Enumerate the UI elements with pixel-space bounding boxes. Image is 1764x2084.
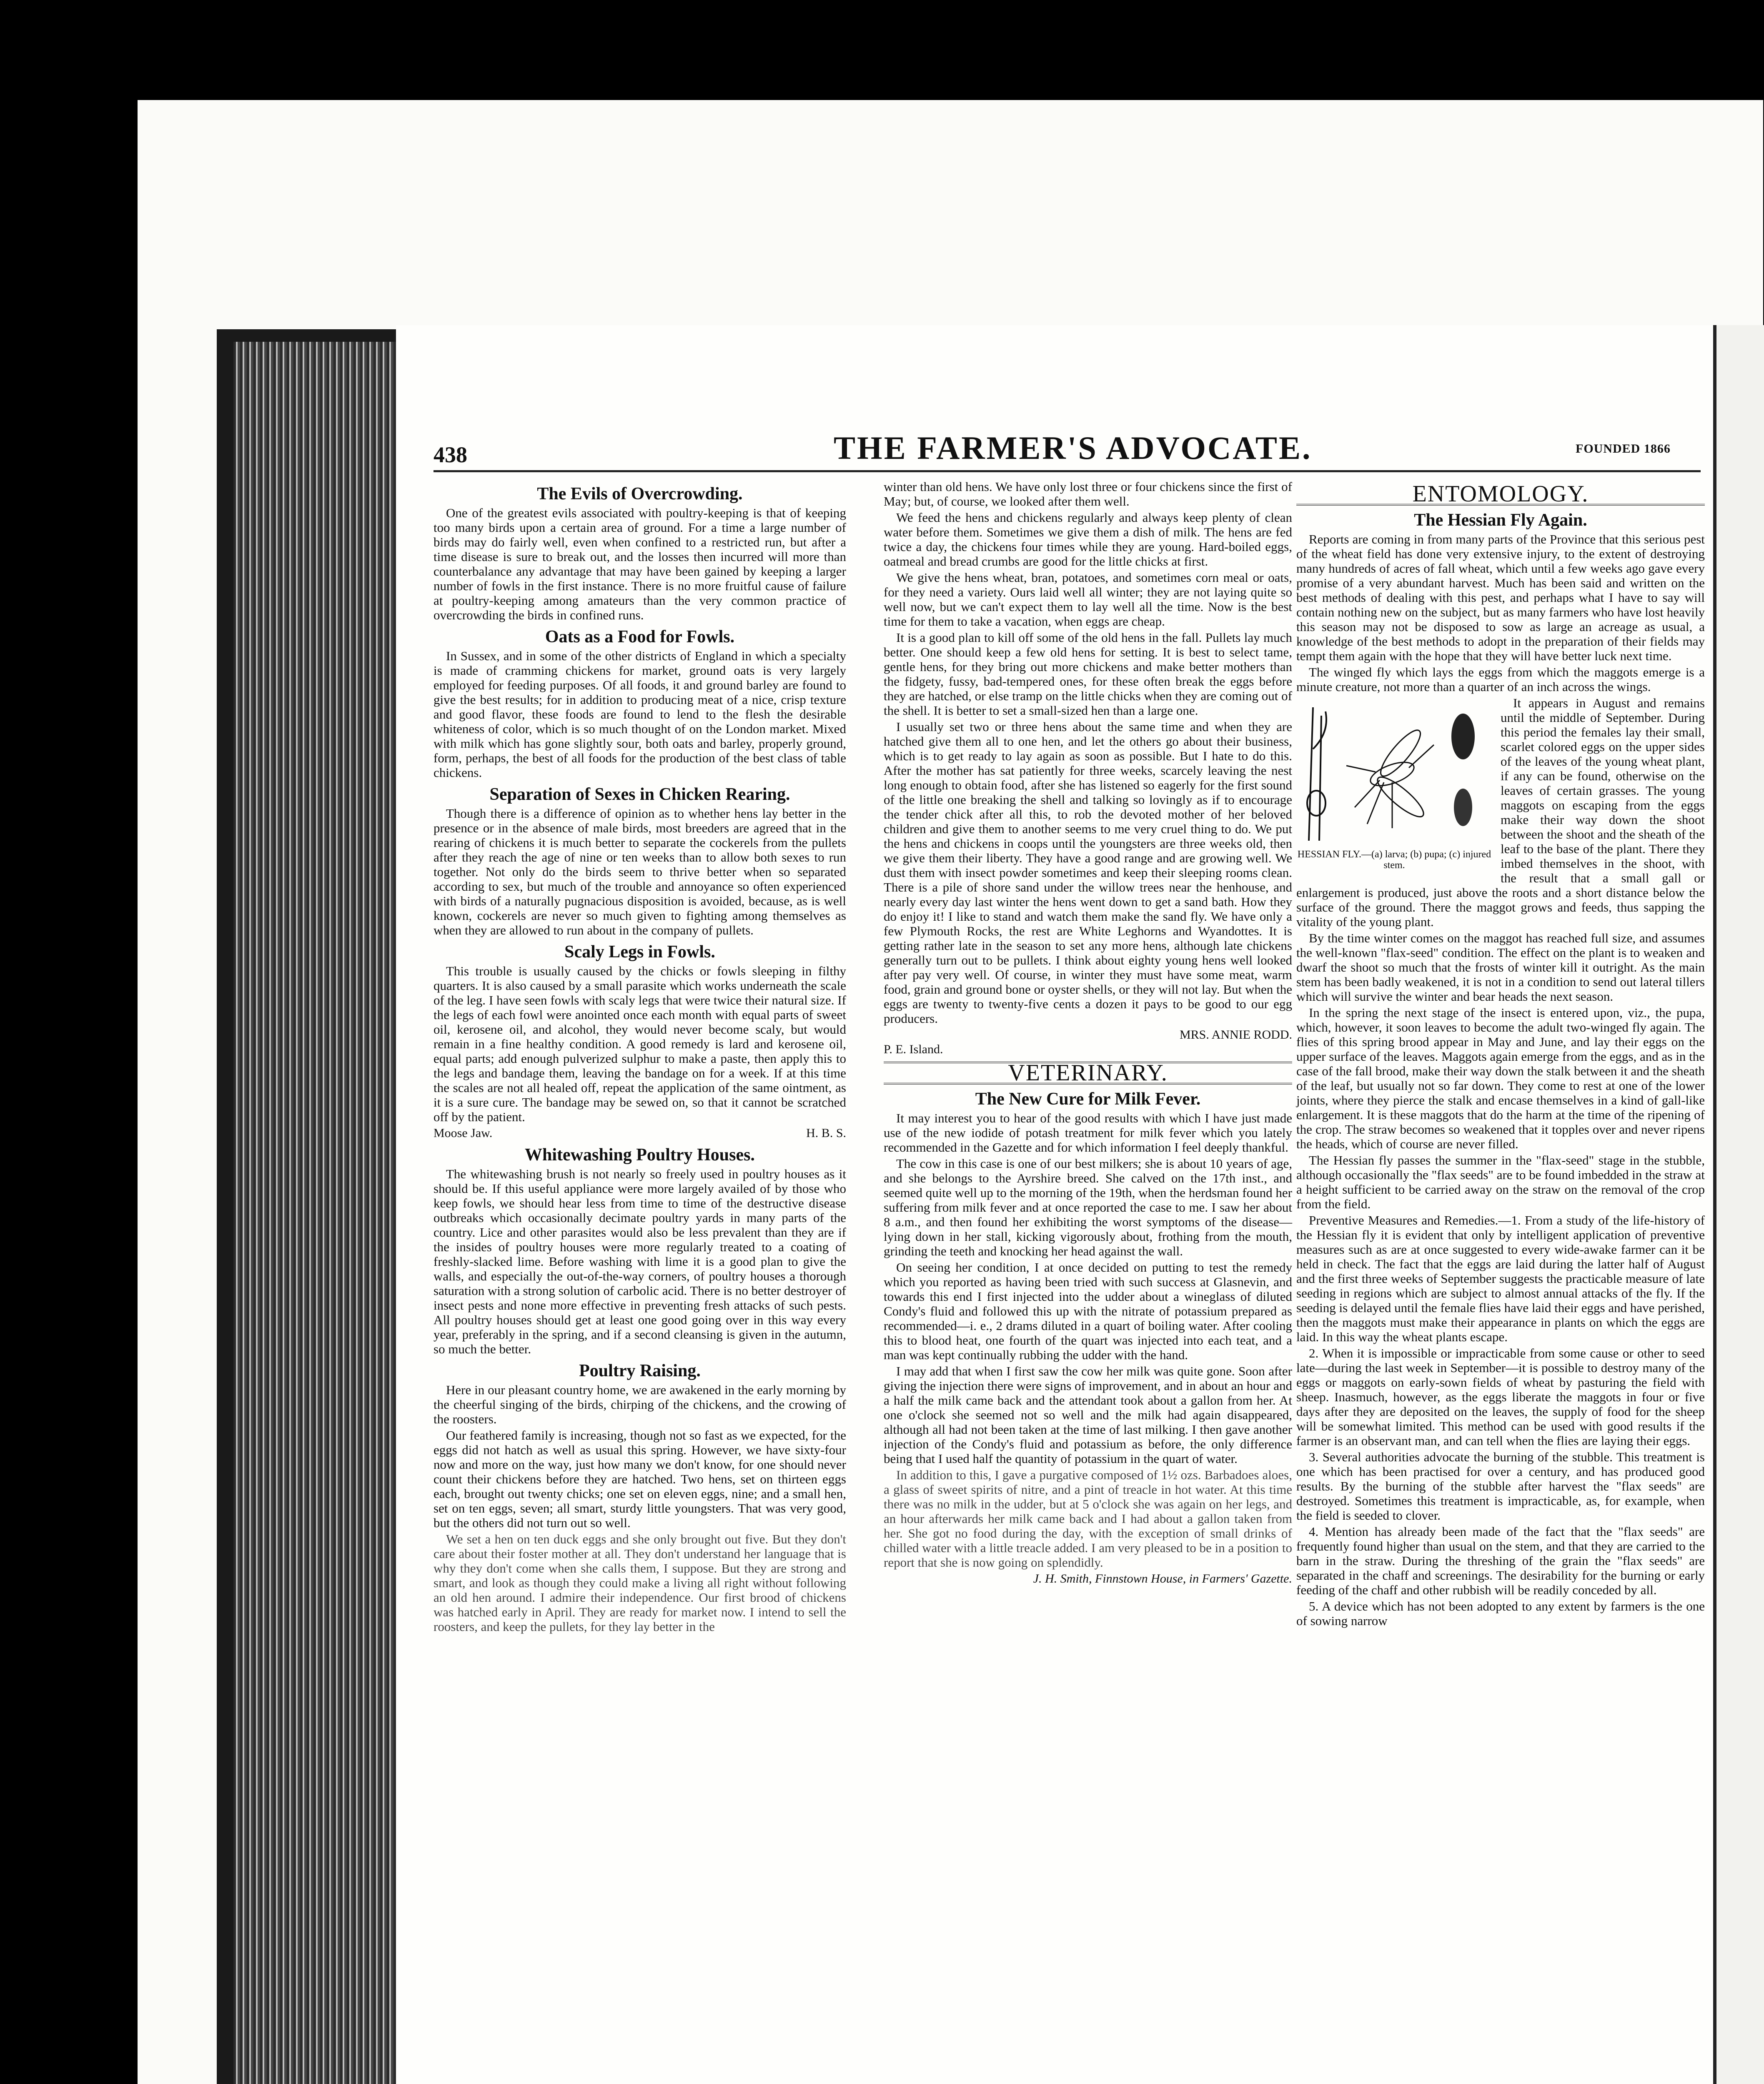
article-text: Reports are coming in from many parts of the Province that this serious pest of the wheat field has done very extensive injury, to the extent of destroying many hundreds of acres of fall wheat, which until a few weeks ago gave every promise of a very abundant harvest. Much has been said and written on the best methods of dealing with this pest, and perhaps what I have to say will contain nothing new on the subject, but as many farmers who have lost heavily this season may not be disposed to sow as large an acreage as usual, a knowledge of the best methods to adopt in the preparation of their fields may tempt them again with the hope that they will have better luck next time.: [1296, 532, 1705, 663]
signature-name: MRS. ANNIE RODD.: [1179, 1028, 1292, 1042]
article-heading-scaly-legs: Scaly Legs in Fowls.: [564, 942, 715, 962]
article-text: Here in our pleasant country home, we are awakened in the early morning by the cheerful singing of the birds, chirping of the chickens, and the crowing of the roosters.: [433, 1383, 846, 1426]
signature-source: J. H. Smith, Finnstown House, in Farmers' Gazette.: [1033, 1572, 1292, 1586]
article-text: It is a good plan to kill off some of the old hens in the fall. Pullets lay much better. One should keep a few old hens for setting. It is best to select tame, gentle hens, for they bring out more chickens and make better mothers than the fidgety, fussy, bad-tempered ones, for these often break the eggs before they are hatched, or else tramp on the little chicks when they are coming out of the shell. It is better to set a small-sized hen than a large one.: [884, 630, 1292, 718]
article-text: Though there is a difference of opinion as to whether hens lay better in the presence or in the absence of male birds, most breeders are agreed that in the rearing of chickens it is much better to separate the cockerels from the pullets after they reach the age of nine or ten weeks than to allow both sexes to run together. Not only do the birds seem to thrive better when so separated according to sex, but much of the trouble and annoyance so often experienced with birds of a naturally pugnacious disposition is avoided, because, as is well known, cockerels are never so much given to fighting among themselves as when they are allowed to run about in the company of pullets.: [433, 806, 846, 937]
article-text: By the time winter comes on the maggot has reached full size, and assumes the well-known "flax-seed" condition. The effect on the plant is to weaken and dwarf the shoot so much that the frosts of winter kill it outright. As the main stem has been badly weakened, it is not in a condition to send out lateral tillers which will survive the winter and bear heads the next season.: [1296, 931, 1705, 1004]
article-text: I may add that when I first saw the cow her milk was quite gone. Soon after giving the injection there were signs of improvement, and in about an hour and a half the milk came back and the attendant took about a gallon from her. At one o'clock she seemed not so well and the milk had again disappeared, although all had not been taken at the time of last milking. I then gave another injection of the Condy's fluid and potassium as before, the only difference being that I used half the quantity of potassium in the quart of water.: [884, 1364, 1292, 1466]
article-text: In Sussex, and in some of the other districts of England in which a specialty is made of cramming chickens for market, ground oats is very largely employed for feeding purposes. Of all foods, it and ground barley are found to give the best results; for in addition to producing meat of a nice, crisp texture and good flavor, these foods are found to lend to the flesh the desirable whiteness of color, which is so much thought of on the London market. Mixed with milk which has gone slightly sour, both oats and barley, properly ground, form, perhaps, the best of all foods for the production of the best class of table chickens.: [433, 649, 846, 780]
article-heading-sexes: Separation of Sexes in Chicken Rearing.: [489, 785, 790, 804]
article-text: On seeing her condition, I at once decided on putting to test the remedy which you reported as having been tried with such success at Glasnevin, and towards this end I first injected into the udder about a wineglass of diluted Condy's fluid and followed this up with the nitrate of potassium prepared as recommended—i. e., 2 drams diluted in a quart of boiling water. After cooling this to blood heat, one fourth of the quart was injected into each teat, and a man was kept continually rubbing the udder with the hand.: [884, 1260, 1292, 1362]
next-page-edge: [1713, 325, 1764, 2084]
founded-label: FOUNDED 1866: [1576, 442, 1671, 456]
section-heading-entomology: ENTOMOLOGY.: [1296, 484, 1705, 506]
signature-name: H. B. S.: [806, 1126, 846, 1140]
header-rule: [433, 470, 1701, 472]
article-text: 3. Several authorities advocate the burning of the stubble. This treatment is one which has been practised for over a century, and has produced good results. By the burning of the stubble after harvest the "flax seeds" are destroyed. Sometimes this treatment is impracticable, as, for example, when the field is seeded to clover.: [1296, 1450, 1705, 1523]
article-text: We give the hens wheat, bran, potatoes, and sometimes corn meal or oats, for they need a variety. Ours laid well all winter; they are not laying quite so well now, but we can't expect them to lay well all the time. Now is the best time for them to take a vacation, when eggs are cheap.: [884, 570, 1292, 629]
article-text: It appears in August and remains until the middle of September. During this period the females lay their small, scarlet colored eggs on the upper sides of the leaves of the young wheat plant, if any can be found, otherwise on the leaves of certain grasses. The young maggots on escaping from the eggs make their way down the shoot between the shoot and the sheath of the leaf to the base of the plant. There they imbed themselves in the shoot, with the result that a small gall or enlargement is produced, just above the roots and a short distance below the surface of the ground. There the maggot grows and feeds, thus sapping the vitality of the young plant.: [1296, 696, 1705, 929]
article-heading-poultry-raising: Poultry Raising.: [579, 1361, 701, 1380]
article-text: Preventive Measures and Remedies.—1. From a study of the life-history of the Hessian fly it is evident that only by intelligent application of preventive measures such as are at once suggested to every wide-awake farmer can it be held in check. The fact that the eggs are laid during the latter half of August and the first three weeks of September suggests the practicable measure of late seeding in regions which are subject to almost annual attacks of the fly. If the seeding is delayed until the female flies have laid their eggs and have perished, then the maggots must make their appearance in plants on which the eggs are laid. In this way the wheat plants escape.: [1296, 1213, 1705, 1344]
article-text: 2. When it is impossible or impracticable from some cause or other to seed late—during the last week in September—it is possible to destroy many of the eggs or maggots on early-sown fields of wheat by pasturing the field with sheep. Inasmuch, however, as the eggs liberate the maggots in four or five days after they are deposited on the leaves, the supply of food for the sheep will be somewhat limited. This method can be used with good results if the farmer is an observant man, and can tell when the flies are laying their eggs.: [1296, 1346, 1705, 1448]
article-heading-oats: Oats as a Food for Fowls.: [545, 627, 735, 646]
article-text: One of the greatest evils associated with poultry-keeping is that of keeping too many birds upon a certain area of ground. For a time a large number of birds may do fairly well, even when confined to a restricted run, but after a time disease is sure to break out, and the losses then incurred will more than counterbalance any advantage that may have been gained by keeping a larger number of fowls in the first instance. There is no more fruitful cause of failure at poultry-keeping among amateurs than the very common practice of overcrowding the birds in confined runs.: [433, 506, 846, 622]
article-text: In the spring the next stage of the insect is entered upon, viz., the pupa, which, however, it soon leaves to become the adult two-winged fly again. The flies of this spring brood appear in May and June, and lay their eggs on the upper surface of the leaves. Maggots again emerge from the eggs, and as in the case of the fall brood, make their way down the stalk between it and the sheath of the leaf, but usually not so far down. They come to rest at one of the lower joints, where they pierce the stalk and encase themselves in a kind of gall-like enlargement. It is these maggots that do the harm at the time of the ripening of the crop. The straw becomes so weakened that it topples over and never ripens the heads, which of course are never filled.: [1296, 1005, 1705, 1151]
column-right: [1296, 479, 1705, 1630]
article-text: I usually set two or three hens about the same time and when they are hatched give them all to one hen, and let the others go about their business, which is to get ready to lay again as soon as possible. But I hate to do this. After the mother has sat patiently for three weeks, scarcely leaving the nest long enough to obtain food, after she has listened so eagerly for the first sound of the little one breaking the shell and talking so lovingly as if to encourage the tender chick after all this, to rob the devoted mother of her beloved children and give them to another seems to me very cruel thing to do. We put the hens and chickens in coops until the youngsters are three weeks old, then we give them their liberty. They have a good range and are growing well. We dust them with insect powder sometimes and keep their sleeping rooms clean. There is a pile of shore sand under the willow trees near the henhouse, and nearly every day last winter the hens went down to get a sand bath. How they do enjoy it! I like to stand and watch them make the sand fly. We have only a few Plymouth Rocks, the rest are White Leghorns and Wyandottes. It is getting rather late in the season to set any more hens, although late chickens generally turn out to be pullets. I think about eighty young hens well looked after pay very well. Of course, in winter they must have some meat, warm food, grain and ground bone or oyster shells, or they will not lay. But when the eggs are twenty to twenty-five cents a dozen it pays to be good to our egg producers.: [884, 719, 1292, 1026]
page-edges: [233, 342, 396, 2084]
article-heading-hessian-fly: The Hessian Fly Again.: [1414, 511, 1587, 530]
section-heading-veterinary: VETERINARY.: [884, 1062, 1292, 1085]
hessian-fly-illustration: [1296, 699, 1492, 871]
page-number: 438: [433, 442, 467, 467]
signature-place: Moose Jaw.: [433, 1126, 493, 1140]
article-heading-overcrowding: The Evils of Overcrowding.: [537, 484, 743, 503]
article-text: We set a hen on ten duck eggs and she only brought out five. But they don't care about their foster mother at all. They don't understand her language that is why they don't come when she calls them, I suppose. But they are strong and smart, and look as though they could make a living all right without following an old hen around. I admire their independence. Our first brood of chickens was hatched early in April. They are ready for market now. I intend to sell the roosters, and keep the pullets, for they lay better in the: [433, 1532, 846, 1634]
film-border-top: [0, 0, 1764, 100]
article-text: The Hessian fly passes the summer in the "flax-seed" stage in the stubble, although occasionally the "flax seeds" are to be found imbedded in the straw at a height sufficient to be carried away on the straw on the removal of the crop from the field.: [1296, 1153, 1705, 1211]
article-heading-milk-fever: The New Cure for Milk Fever.: [975, 1090, 1201, 1109]
article-text: The cow in this case is one of our best milkers; she is about 10 years of age, and she belongs to the Ayrshire breed. She calved on the 17th inst., and seemed quite well up to the morning of the 19th, when the herdsman found her suffering from milk fever and at once reported the case to me. I saw her about 8 a.m., and then found her exhibiting the worst symptoms of the disease—lying down in her stall, kicking vigorously about, frothing from the mouth, grinding the teeth and knocking her head against the wall.: [884, 1156, 1292, 1258]
hessian-fly-drawing: [1296, 699, 1492, 849]
article-text: This trouble is usually caused by the chicks or fowls sleeping in filthy quarters. It is also caused by a small parasite which works underneath the scale of the leg. I have seen fowls with scaly legs that were twice their natural size. If the legs of each fowl were anointed once each month with equal parts of sweet oil, kerosene oil, and alcohol, they would never become scaly, but would remain in a fine healthy condition. A good remedy is lard and kerosene oil, equal parts; add enough pulverized sulphur to make a paste, then apply this to the legs and bandage them, leaving the bandage on for a week. If at this time the scales are not all healed off, repeat the application of the same ointment, as it is a sure cure. The bandage may be sewed on, so that it cannot be scratched off by the patient.: [433, 964, 846, 1124]
signature-place: P. E. Island.: [884, 1042, 943, 1056]
article-text: We feed the hens and chickens regularly and always keep plenty of clean water before them. Sometimes we give them a dish of milk. The hens are fed twice a day, the chickens four times while they are young. Hard-boiled eggs, oatmeal and bread crumbs are good for the little chicks at first.: [884, 510, 1292, 569]
column-left: [433, 479, 846, 1636]
article-text: winter than old hens. We have only lost three or four chickens since the first of May; but, of course, we looked after them well.: [884, 479, 1292, 508]
article-heading-whitewashing: Whitewashing Poultry Houses.: [525, 1145, 755, 1165]
article-text: 5. A device which has not been adopted to any extent by farmers is the one of sowing narrow: [1296, 1599, 1705, 1628]
article-text: The winged fly which lays the eggs from which the maggots emerge is a minute creature, not more than a quarter of an inch across the wings.: [1296, 665, 1705, 694]
masthead-title: THE FARMER'S ADVOCATE.: [834, 430, 1312, 466]
article-text: In addition to this, I gave a purgative composed of 1½ ozs. Barbadoes aloes, a glass of sweet spirits of nitre, and a pint of treacle in hot water. At this time there was no milk in the udder, but at 5 o'clock she was again on her legs, and an hour afterwards her milk came back and I had about a gallon taken from her. She got no food during the day, with the exception of small drinks of chilled water with a little treacle added. I am very pleased to be in a position to report that she is now going on splendidly.: [884, 1468, 1292, 1570]
article-text: 4. Mention has already been made of the fact that the "flax seeds" are frequently found higher than usual on the stem, and that they are carried to the barn in the straw. During the threshing of the grain the "flax seeds" are separated in the chaff and screenings. The desirability for the burning or early feeding of the chaff and other rubbish will be readily conceded by all.: [1296, 1524, 1705, 1597]
article-text: The whitewashing brush is not nearly so freely used in poultry houses as it should be. If this useful appliance were more largely availed of by those who keep fowls, we should hear less from time to time of the destructive disease outbreaks which occasionally decimate poultry yards in many parts of the country. Lice and other parasites would also be less prevalent than they are if the insides of poultry houses were more regularly treated to a coating of freshly-slacked lime. Before washing with lime it is a good plan to give the walls, and especially the out-of-the-way corners, of poultry houses a thorough saturation with a strong solution of carbolic acid. There is no better destroyer of insect pests and none more effective in preventing fresh attacks of such pests. All poultry houses should get at least one good going over in this way every year, preferably in the spring, and if a second cleansing is given in the autumn, so much the better.: [433, 1167, 846, 1356]
column-middle: [884, 479, 1292, 1586]
figure-caption: HESSIAN FLY.—(a) larva; (b) pupa; (c) injured stem.: [1297, 849, 1491, 871]
signature-line: [433, 1126, 846, 1140]
article-text: It may interest you to hear of the good results with which I have just made use of the new iodide of potash treatment for milk fever which you lately recommended in the Gazette and for which information I feel deeply thankful.: [884, 1111, 1292, 1155]
article-text: Our feathered family is increasing, though not so fast as we expected, for the eggs did not hatch as well as usual this spring. However, we have sixty-four now and more on the way, just how many we don't know, for one should never count their chickens before they are hatched. Two hens, set on thirteen eggs each, brought out twenty chicks; one set on eleven eggs, nine; and a small hen, set on ten eggs, seven; all smart, sturdy little youngsters. That was very good, but the others did not turn out so well.: [433, 1428, 846, 1530]
